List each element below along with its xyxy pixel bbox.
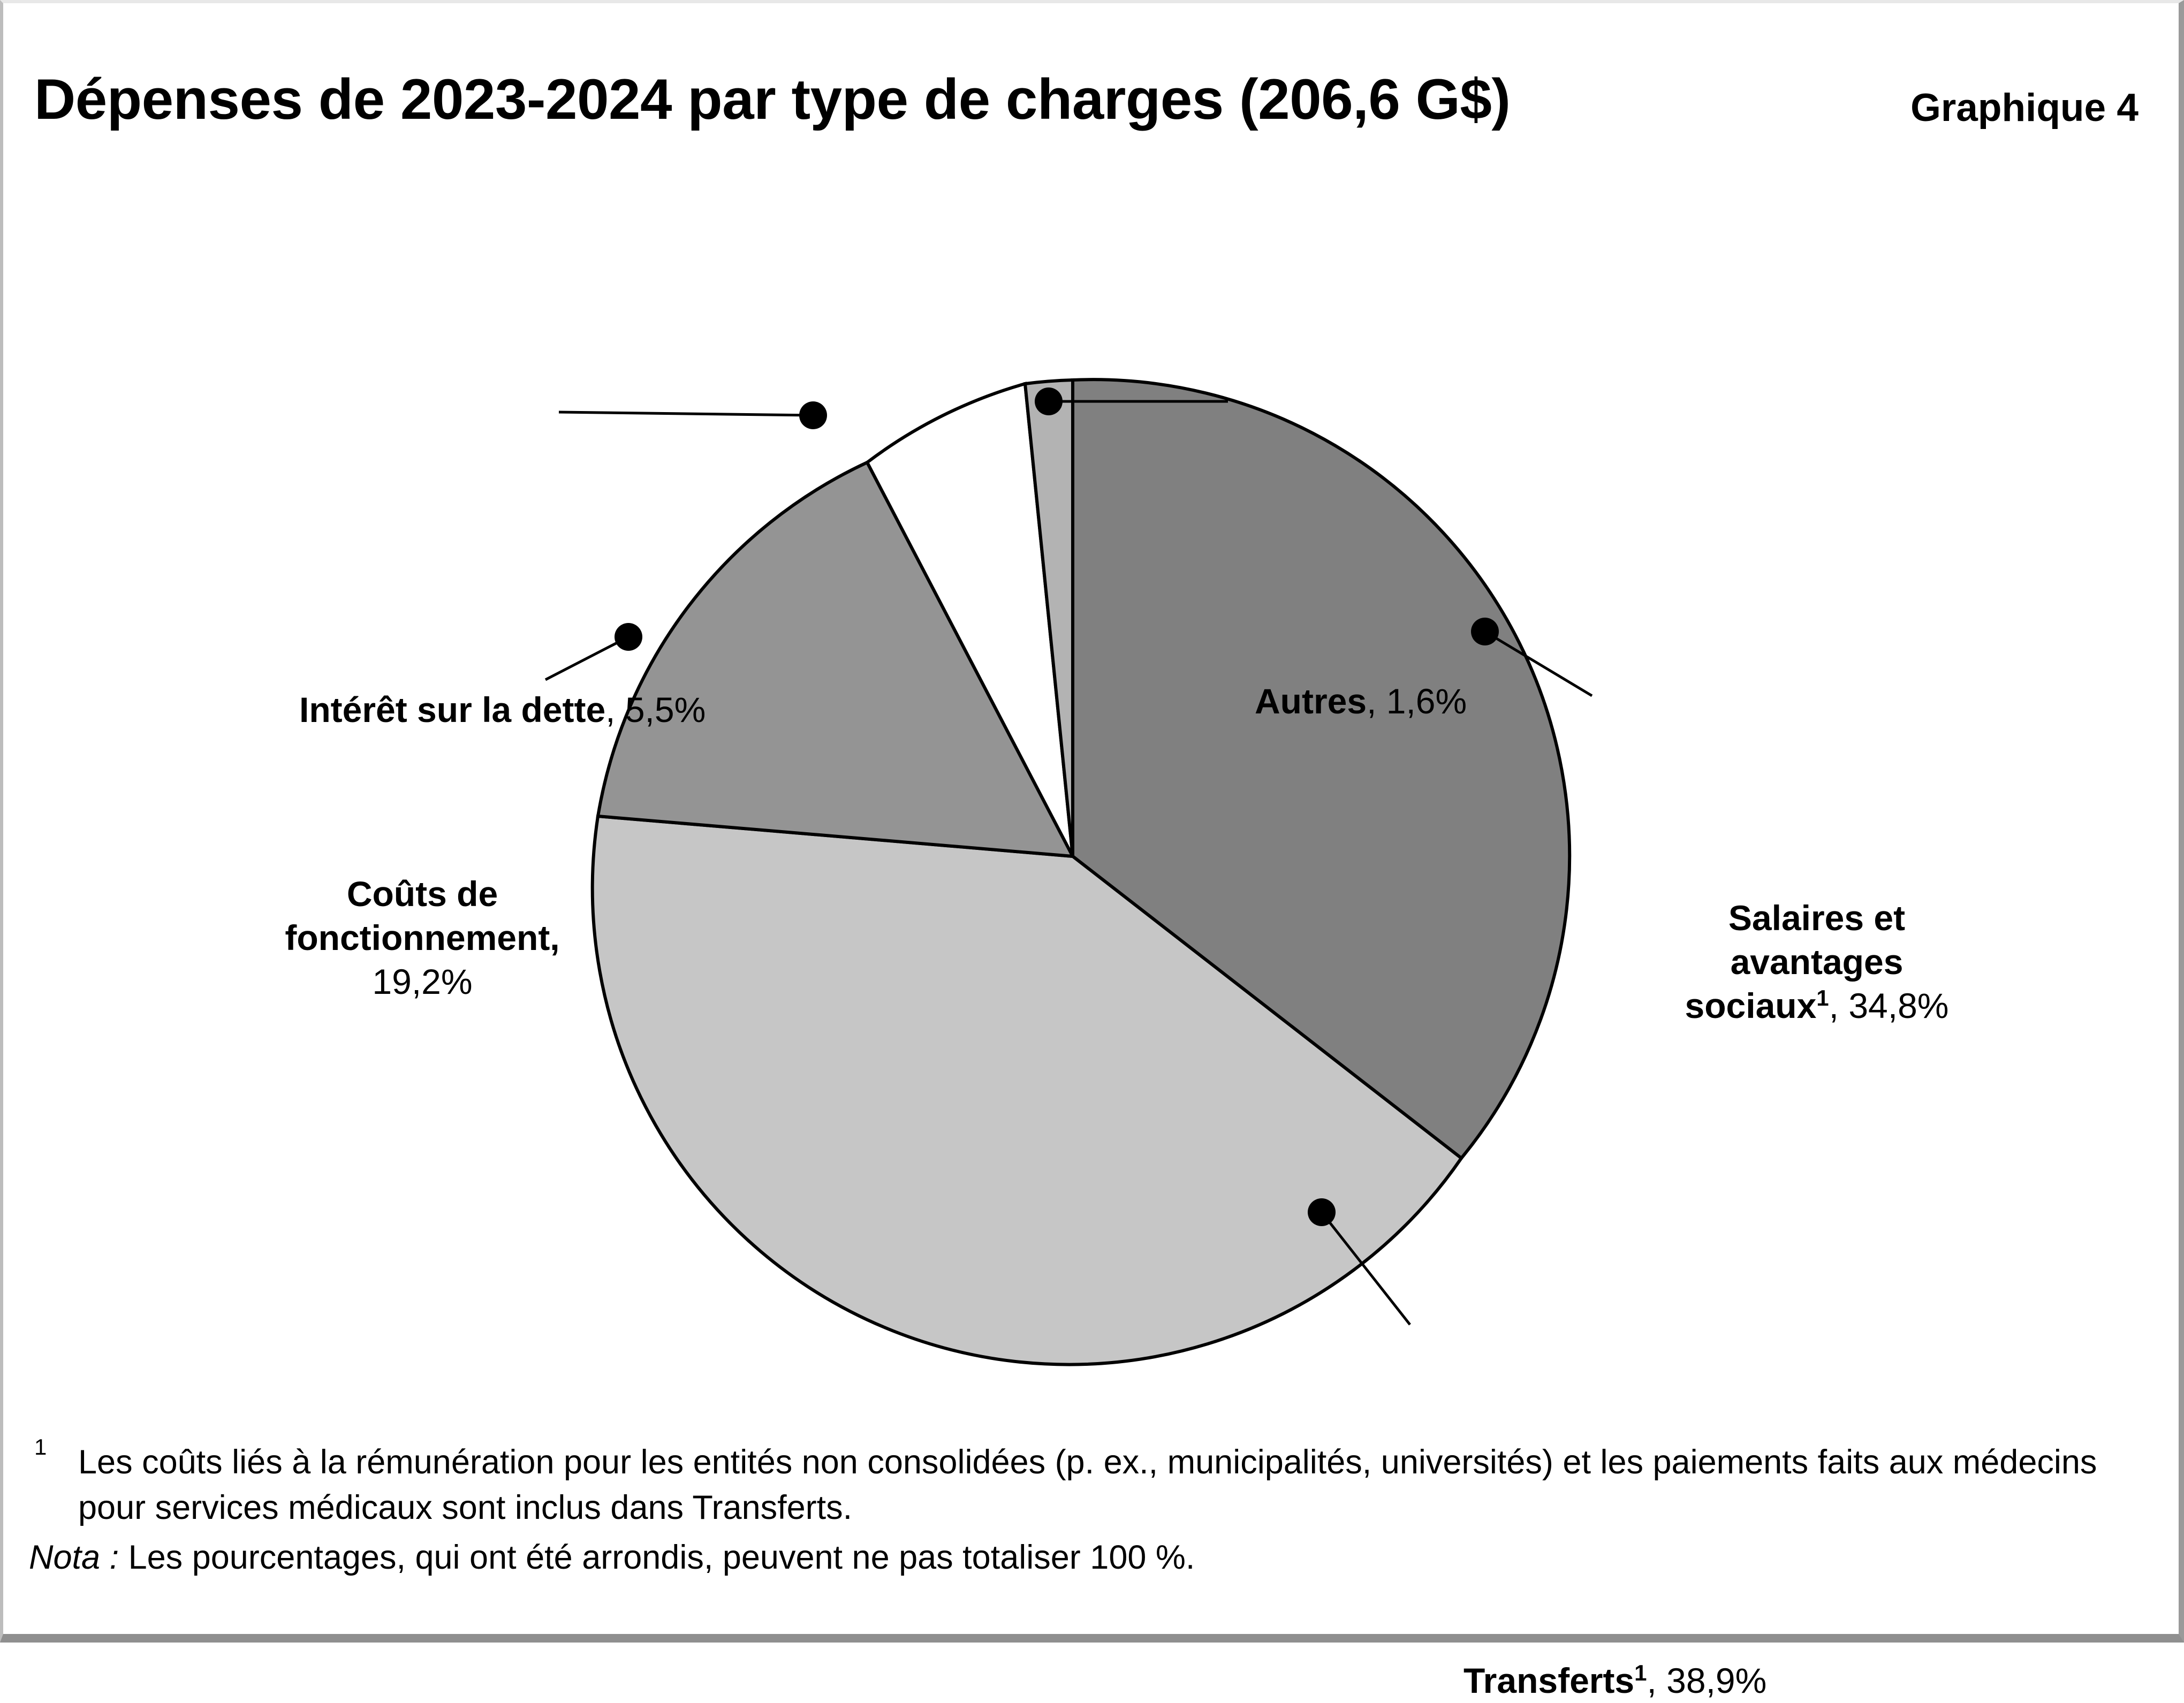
dot-autres: [1035, 387, 1063, 415]
page-inner: [7, 5, 2168, 1700]
footnote-1: [29, 1434, 2149, 1531]
slice-label-transferts: [1463, 1659, 1766, 1703]
slice-label-salaires-value: , 34,8%: [1829, 985, 1949, 1025]
page-title: Dépenses de 2023-2024 par type de charges (206,6 G$): [34, 67, 1511, 131]
slice-label-salaires: [1645, 896, 1988, 1028]
slice-label-transferts-footnote-mark: 1: [1634, 1660, 1647, 1685]
slice-label-salaires-footnote-mark: 1: [1816, 985, 1829, 1010]
footnotes: [29, 1434, 2149, 1580]
footnote-1-marker: 1: [34, 1434, 47, 1459]
slice-label-couts: [251, 872, 594, 1003]
slice-label-salaires-line1: Salaires et: [1728, 898, 1906, 938]
slice-label-autres-value: , 1,6%: [1367, 681, 1467, 721]
slice-label-interet-value: , 5,5%: [605, 690, 706, 729]
nota-text: Les pourcentages, qui ont été arrondis, peuvent ne pas totaliser 100 %.: [128, 1539, 1195, 1577]
slice-label-autres: [1255, 680, 1467, 724]
slice-label-transferts-value: , 38,9%: [1647, 1661, 1767, 1700]
slice-label-autres-bold: Autres: [1255, 681, 1367, 721]
slice-label-interet: [299, 688, 706, 732]
nota-line: [29, 1535, 2149, 1580]
slice-label-interet-bold: Intérêt sur la dette: [299, 690, 606, 729]
pie-chart-svg: [7, 305, 2168, 1429]
dot-couts: [615, 623, 642, 651]
chart-number-label: Graphique 4: [1910, 86, 2138, 130]
slice-label-transferts-bold: Transferts: [1463, 1661, 1635, 1700]
nota-label: Nota :: [29, 1539, 119, 1577]
slice-label-salaires-line3: sociaux: [1685, 985, 1817, 1025]
dot-interet: [799, 401, 827, 429]
footnote-1-text: Les coûts liés à la rémunération pour les entités non consolidées (p. ex., municipalités, universités) et les paiements faits aux médecins pour services médicaux sont inclus dans Transferts.: [78, 1443, 2097, 1527]
slice-label-couts-value: 19,2%: [372, 961, 473, 1001]
slice-label-salaires-line2: avantages: [1730, 941, 1904, 982]
dot-transferts: [1308, 1198, 1336, 1226]
slice-label-couts-bold: Coûts de fonctionnement,: [285, 874, 560, 957]
dot-salaires: [1471, 618, 1499, 645]
